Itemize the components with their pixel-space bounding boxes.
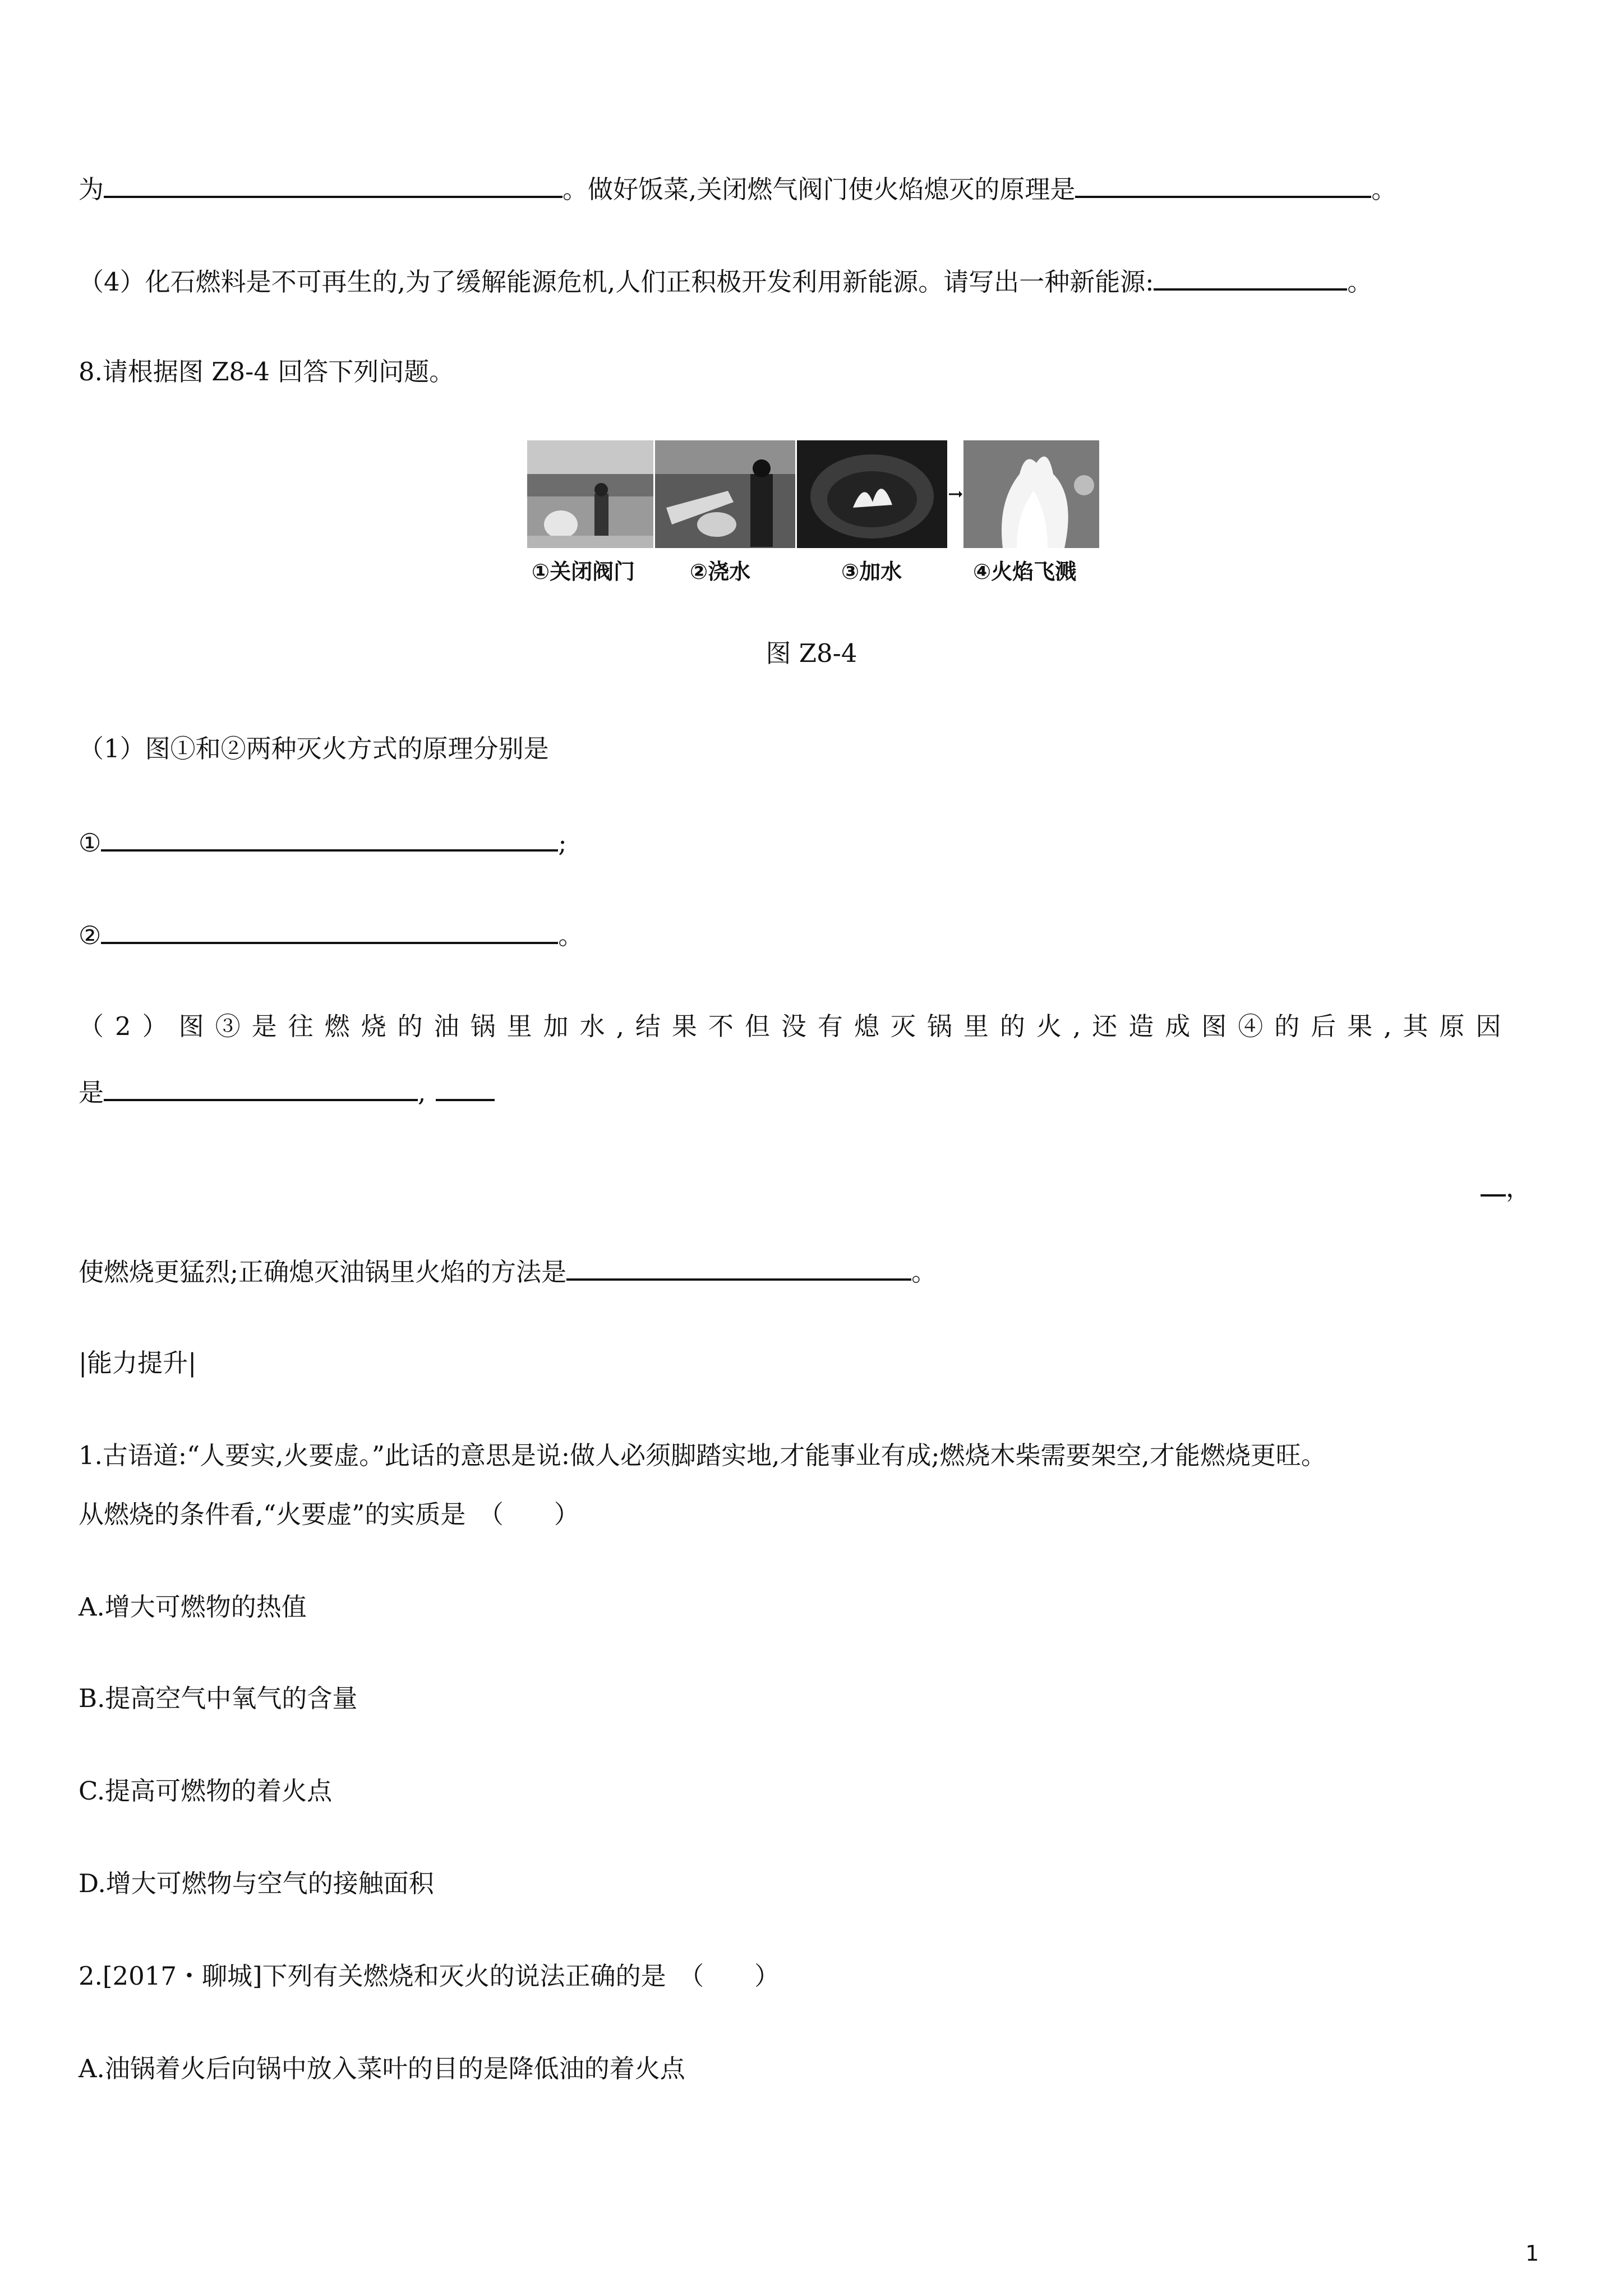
p1-option-b[interactable]: B.提高空气中氧气的含量 bbox=[79, 1683, 358, 1713]
photo-pan-add-water bbox=[797, 440, 947, 548]
q7-4-line bbox=[79, 264, 1372, 299]
p1-option-d[interactable]: D.增大可燃物与空气的接触面积 bbox=[79, 1869, 434, 1898]
text: ② bbox=[79, 921, 102, 950]
q8-1-b bbox=[79, 917, 583, 953]
text: , bbox=[418, 1078, 426, 1107]
q8-2-line3 bbox=[79, 1254, 937, 1289]
answer-blank[interactable] bbox=[101, 917, 558, 944]
caption-4: ④火焰飞溅 bbox=[973, 559, 1077, 584]
text: 为 bbox=[79, 174, 104, 204]
text: 。做好饭菜,关闭燃气阀门使火焰熄灭的原理是 bbox=[562, 174, 1076, 204]
caption-3: ③加水 bbox=[841, 559, 902, 584]
text: ， bbox=[1506, 1173, 1532, 1203]
answer-blank[interactable] bbox=[1154, 264, 1347, 291]
q8-2-continuation bbox=[1481, 1170, 1531, 1205]
arrow-icon bbox=[949, 440, 962, 548]
photo-flame-splash bbox=[963, 440, 1099, 548]
page-number: 1 bbox=[1525, 2241, 1539, 2266]
caption-2: ②浇水 bbox=[690, 559, 751, 584]
text: 。 bbox=[911, 1257, 937, 1287]
text: ; bbox=[558, 828, 567, 858]
section-heading: |能力提升| bbox=[79, 1348, 197, 1378]
p1-option-a[interactable]: A.增大可燃物的热值 bbox=[79, 1592, 307, 1622]
answer-blank[interactable] bbox=[101, 825, 558, 852]
caption-1: ①关闭阀门 bbox=[532, 559, 635, 584]
text: （4）化石燃料是不可再生的,为了缓解能源危机,人们正积极开发利用新能源。请写出一种新能源: bbox=[79, 267, 1154, 297]
answer-blank[interactable] bbox=[104, 1074, 418, 1101]
p1-option-c[interactable]: C.提高可燃物的着火点 bbox=[79, 1776, 333, 1806]
q8-title: 8.请根据图 Z8-4 回答下列问题。 bbox=[79, 357, 455, 386]
photo-water-spray bbox=[655, 440, 795, 548]
text: 。 bbox=[1371, 174, 1397, 204]
text: 使燃烧更猛烈;正确熄灭油锅里火焰的方法是 bbox=[79, 1257, 567, 1287]
text: 。 bbox=[1347, 267, 1373, 297]
p1-line1: 1.古语道:“人要实,火要虚。”此话的意思是说:做人必须脚踏实地,才能事业有成;燃烧木柴需要架空,才能燃烧更旺。 bbox=[79, 1441, 1326, 1470]
p2-option-a[interactable]: A.油锅着火后向锅中放入菜叶的目的是降低油的着火点 bbox=[79, 2054, 685, 2083]
q8-1-a bbox=[79, 825, 567, 860]
q8-1: （1）图①和②两种灭火方式的原理分别是 bbox=[79, 734, 549, 763]
text: ① bbox=[79, 828, 102, 858]
photo-close-valve bbox=[527, 440, 653, 548]
q8-2-line2 bbox=[79, 1074, 495, 1110]
answer-blank[interactable] bbox=[436, 1074, 495, 1101]
p2-line1: 2.[2017・聊城]下列有关燃烧和灭火的说法正确的是 （ ） bbox=[79, 1961, 780, 1991]
answer-blank[interactable] bbox=[566, 1254, 911, 1281]
answer-blank[interactable] bbox=[104, 171, 562, 198]
answer-blank[interactable] bbox=[1075, 171, 1371, 198]
figure-z8-4 bbox=[527, 440, 1099, 595]
p1-line2: 从燃烧的条件看,“火要虚”的实质是 （ ） bbox=[79, 1499, 579, 1529]
text: 。 bbox=[558, 921, 584, 950]
q7-3-line bbox=[79, 171, 1396, 206]
q8-2-line1: （2）图③是往燃烧的油锅里加水,结果不但没有熄灭锅里的火,还造成图④的后果,其原因 bbox=[79, 1011, 1513, 1041]
answer-blank[interactable] bbox=[1481, 1170, 1506, 1197]
figure-caption: 图 Z8-4 bbox=[766, 638, 857, 668]
text: 是 bbox=[79, 1078, 104, 1107]
